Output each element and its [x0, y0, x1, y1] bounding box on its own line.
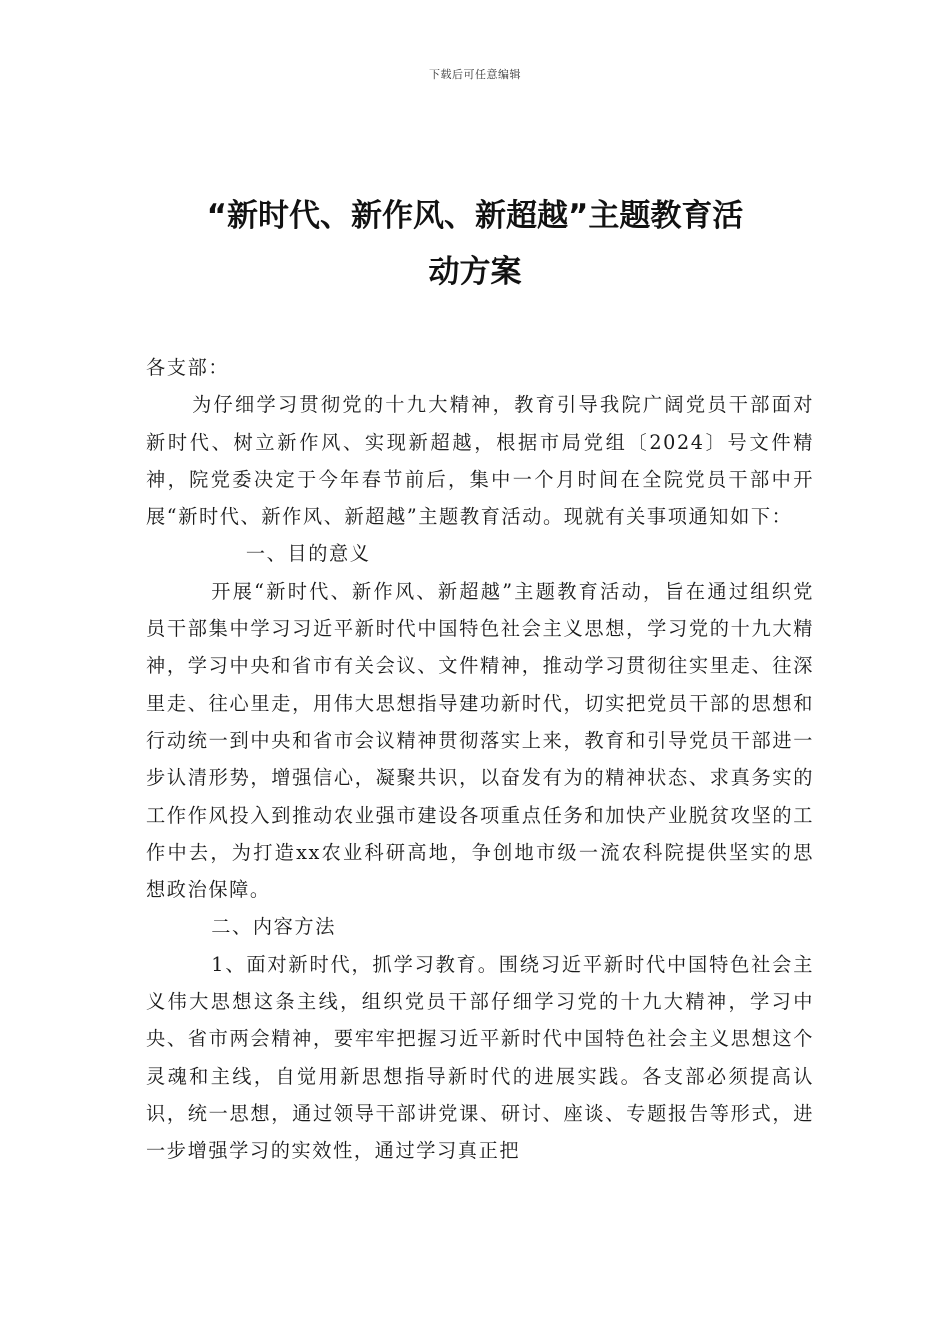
- section-2-heading: 二、内容方法: [211, 915, 336, 939]
- intro-paragraph: 为仔细学习贯彻党的十九大精神，教育引导我院广阔党员干部面对新时代、树立新作风、实现新超越，根据市局党组〔2024〕号文件精神，院党委决定于今年春节前后，集中一个月时间在全院党员干部中开展“新时代、新作风、新超越”主题教育活动。现就有关事项通知如下：: [146, 393, 814, 529]
- header-note: 下载后可任意编辑: [429, 68, 521, 81]
- section-1-paragraph: 开展“新时代、新作风、新超越”主题教育活动，旨在通过组织党员干部集中学习习近平新时代中国特色社会主义思想，学习党的十九大精神，学习中央和省市有关会议、文件精神，推动学习贯彻往实里走、往深里走、往心里走，用伟大思想指导建功新时代，切实把党员干部的思想和行动统一到中央和省市会议精神贯彻落实上来，教育和引导党员干部进一步认清形势，增强信心，凝聚共识，以奋发有为的精神状态、求真务实的工作作风投入到推动农业强市建设各项重点任务和加快产业脱贫攻坚的工作中去，为打造xx农业科研高地，争创地市级一流农科院提供坚实的思想政治保障。: [146, 579, 814, 902]
- document-body: [146, 349, 814, 1170]
- document-title: [100, 188, 850, 300]
- section-1-heading: 一、目的意义: [245, 542, 371, 566]
- salutation: 各支部：: [146, 356, 230, 379]
- section-2-item-1: 1、面对新时代，抓学习教育。围绕习近平新时代中国特色社会主义伟大思想这条主线，组织党员干部仔细学习党的十九大精神，学习中央、省市两会精神，要牢牢把握习近平新时代中国特色社会主义思想这个灵魂和主线，自觉用新思想指导新时代的进展实践。各支部必须提高认识，统一思想，通过领导干部讲党课、研讨、座谈、专题报告等形式，进一步增强学习的实效性，通过学习真正把: [146, 952, 814, 1163]
- title-line-2: 动方案: [428, 254, 522, 290]
- title-line-1: “新时代、新作风、新超越”主题教育活: [206, 198, 744, 234]
